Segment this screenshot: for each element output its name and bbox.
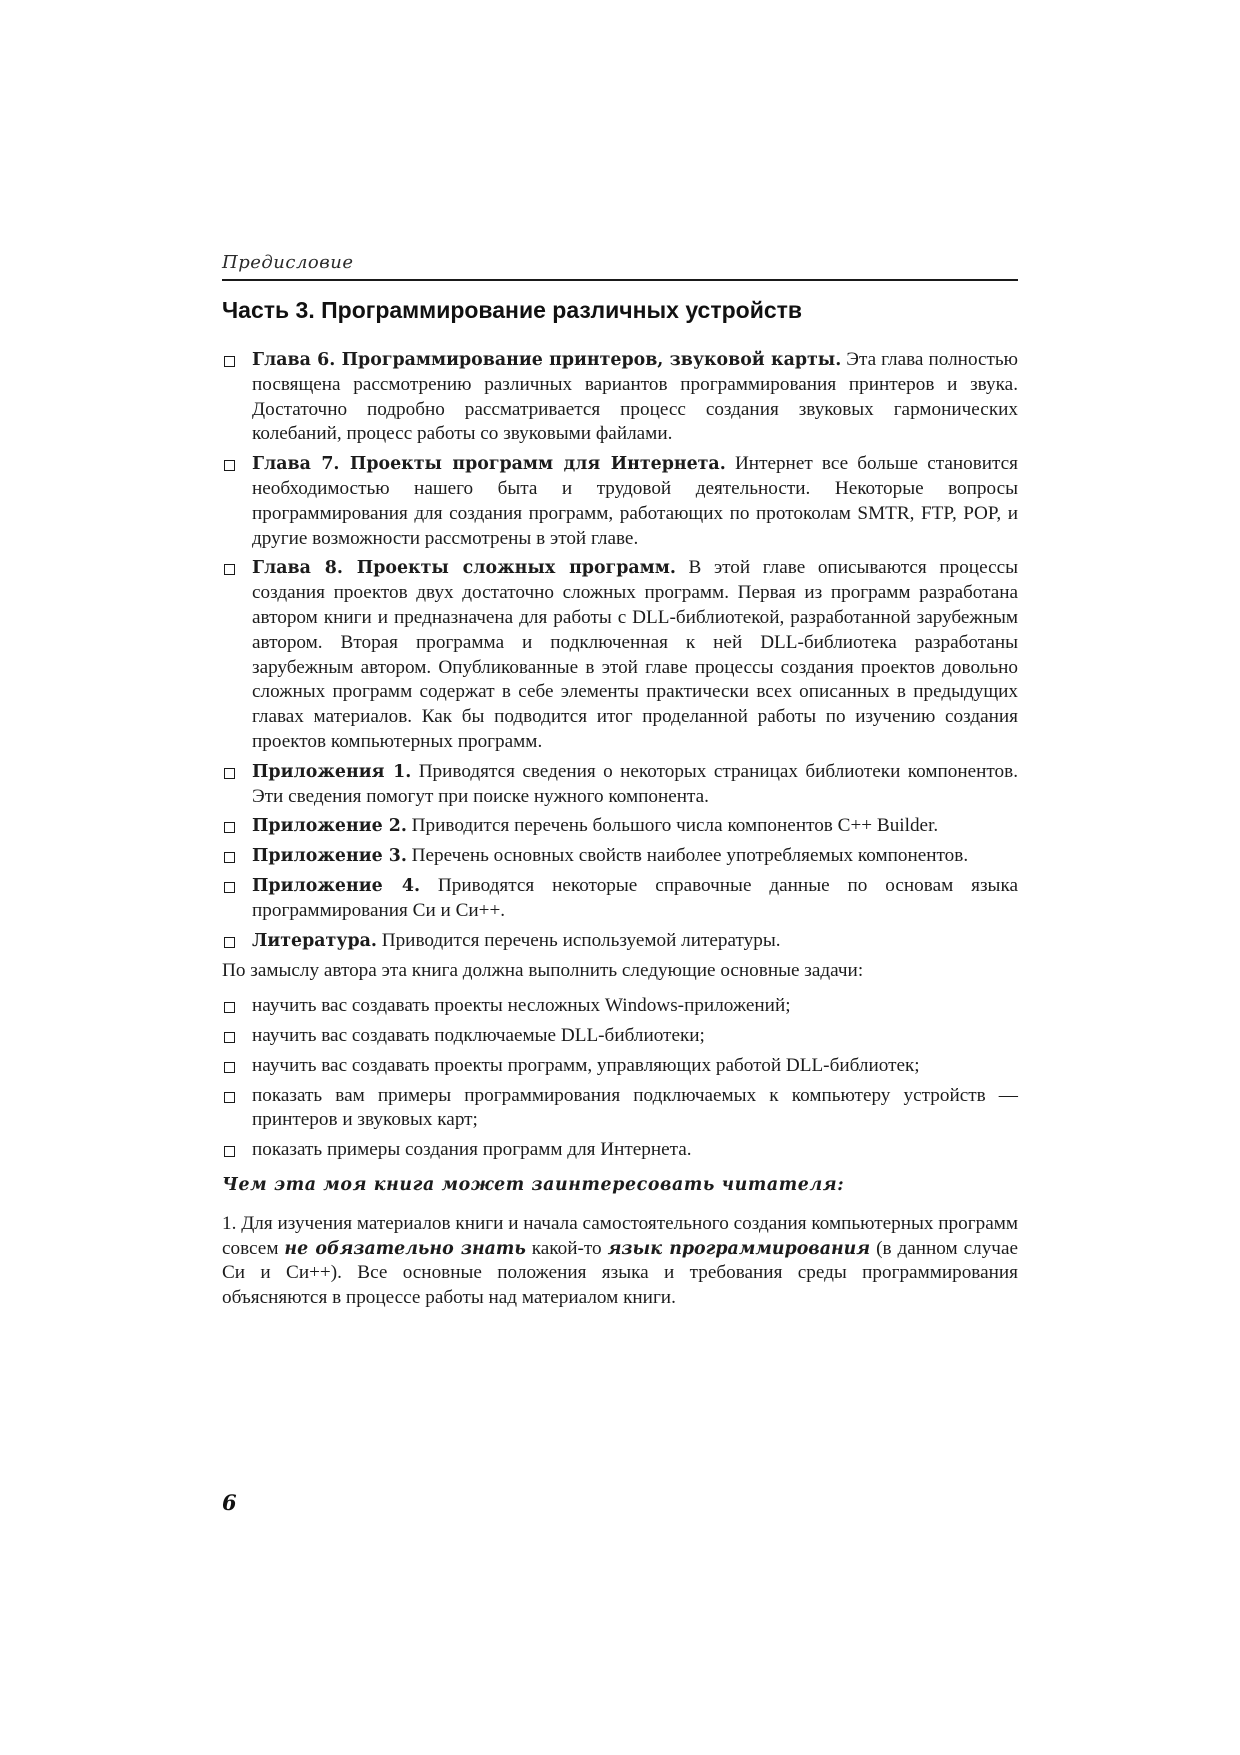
running-head: Предисловие	[222, 252, 1018, 281]
list-item	[222, 760, 1018, 810]
item-text: Перечень основных свойств наиболее употребляемых компонентов.	[406, 845, 969, 867]
paragraph-text: 1. Для изучения материалов книги и начала самостоятельного создания компьютерных программ совсем	[222, 1212, 1018, 1259]
chapter-list	[222, 348, 1018, 1311]
checkbox-bullet-icon	[224, 768, 235, 779]
numbered-paragraph	[222, 1212, 1018, 1311]
checkbox-bullet-icon	[224, 356, 235, 367]
item-label: Глава 7. Проекты программ для Интернета.	[252, 454, 726, 475]
task-item	[222, 1054, 1018, 1079]
list-item	[222, 348, 1018, 447]
item-label: Приложение 4.	[252, 875, 420, 896]
item-label: Глава 8. Проекты сложных программ.	[252, 558, 676, 579]
list-item	[222, 874, 1018, 924]
checkbox-bullet-icon	[224, 852, 235, 863]
page	[222, 252, 1018, 1311]
item-label: Приложение 3.	[252, 846, 407, 867]
checkbox-bullet-icon	[224, 1062, 235, 1073]
item-text: Приводятся сведения о некоторых страницах библиотеки компонентов. Эти сведения помогут при поиске нужного компонента.	[252, 760, 1019, 807]
paragraph-text: какой-то	[525, 1237, 608, 1259]
checkbox-bullet-icon	[224, 1146, 235, 1157]
list-item	[222, 814, 1018, 839]
checkbox-bullet-icon	[224, 1092, 235, 1103]
part-title: Часть 3. Программирование различных устройств	[222, 297, 803, 323]
item-label: Литература.	[252, 930, 377, 951]
task-text: научить вас создавать проекты несложных Windows-приложений;	[252, 995, 791, 1017]
list-item	[222, 556, 1018, 754]
emphasis-text: язык программирования	[607, 1238, 871, 1259]
checkbox-bullet-icon	[224, 564, 235, 575]
item-text: Приводятся некоторые справочные данные по основам языка программирования Си и Си++.	[252, 874, 1018, 921]
checkbox-bullet-icon	[224, 937, 235, 948]
item-text: Интернет все больше становится необходимостью нашего быта и трудовой деятельности. Некоторые вопросы программирования для создания программ, работающих по протоколам SMTR, FTP, POP, и другие возможности рассмотрены в этой главе.	[252, 453, 1018, 549]
intro-paragraph: По замыслу автора эта книга должна выполнить следующие основные задачи:	[222, 960, 864, 982]
task-text: показать примеры создания программ для Интернета.	[252, 1139, 692, 1161]
paragraph-text: (в данном случае Си и Си++). Все основные положения языка и требования среды программирования объясняются в процессе работы над материалом книги.	[222, 1237, 1018, 1309]
subheading: Чем эта моя книга может заинтересовать читателя:	[222, 1174, 845, 1195]
task-item	[222, 994, 1018, 1019]
list-item	[222, 452, 1018, 551]
item-text: Приводится перечень используемой литературы.	[376, 929, 781, 951]
list-item	[222, 929, 1018, 954]
item-text: Приводится перечень большого числа компонентов C++ Builder.	[406, 815, 939, 837]
task-text: научить вас создавать подключаемые DLL-библиотеки;	[252, 1024, 705, 1046]
checkbox-bullet-icon	[224, 822, 235, 833]
page-number: 6	[222, 1490, 237, 1515]
item-label: Глава 6. Программирование принтеров, звуковой карты.	[252, 350, 842, 370]
task-text: показать вам примеры программирования подключаемых к компьютеру устройств — принтеров и звуковых карт;	[252, 1084, 1018, 1131]
item-label: Приложения 1.	[252, 761, 412, 782]
checkbox-bullet-icon	[224, 460, 235, 471]
item-label: Приложение 2.	[252, 816, 407, 837]
task-item	[222, 1084, 1018, 1134]
item-text: В этой главе описываются процессы создания проектов двух достаточно сложных программ. Первая из программ разработана автором книги и предназначена для работы с DLL-библиотекой, разработанной зарубежным автором. Вторая программа и подключенная к ней DLL-библиотека разработаны зарубежным автором. Опубликованные в этой главе процессы создания проектов довольно сложных программ содержат в себе элементы практически всех описанных в предыдущих главах материалов. Как бы подводится итог проделанной работы по изучению создания проектов компьютерных программ.	[252, 557, 1018, 752]
checkbox-bullet-icon	[224, 1032, 235, 1043]
checkbox-bullet-icon	[224, 1002, 235, 1013]
item-text: Эта глава полностью посвящена рассмотрению различных вариантов программирования принтеров и звука. Достаточно подробно рассматривается процесс создания звуковых гармонических колебаний, процесс работы со звуковыми файлами.	[252, 349, 1018, 445]
emphasis-text: не обязательно знать	[284, 1238, 526, 1259]
task-text: научить вас создавать проекты программ, управляющих работой DLL-библиотек;	[252, 1054, 920, 1076]
task-item	[222, 1138, 1018, 1163]
list-item	[222, 844, 1018, 869]
task-item	[222, 1024, 1018, 1049]
checkbox-bullet-icon	[224, 882, 235, 893]
